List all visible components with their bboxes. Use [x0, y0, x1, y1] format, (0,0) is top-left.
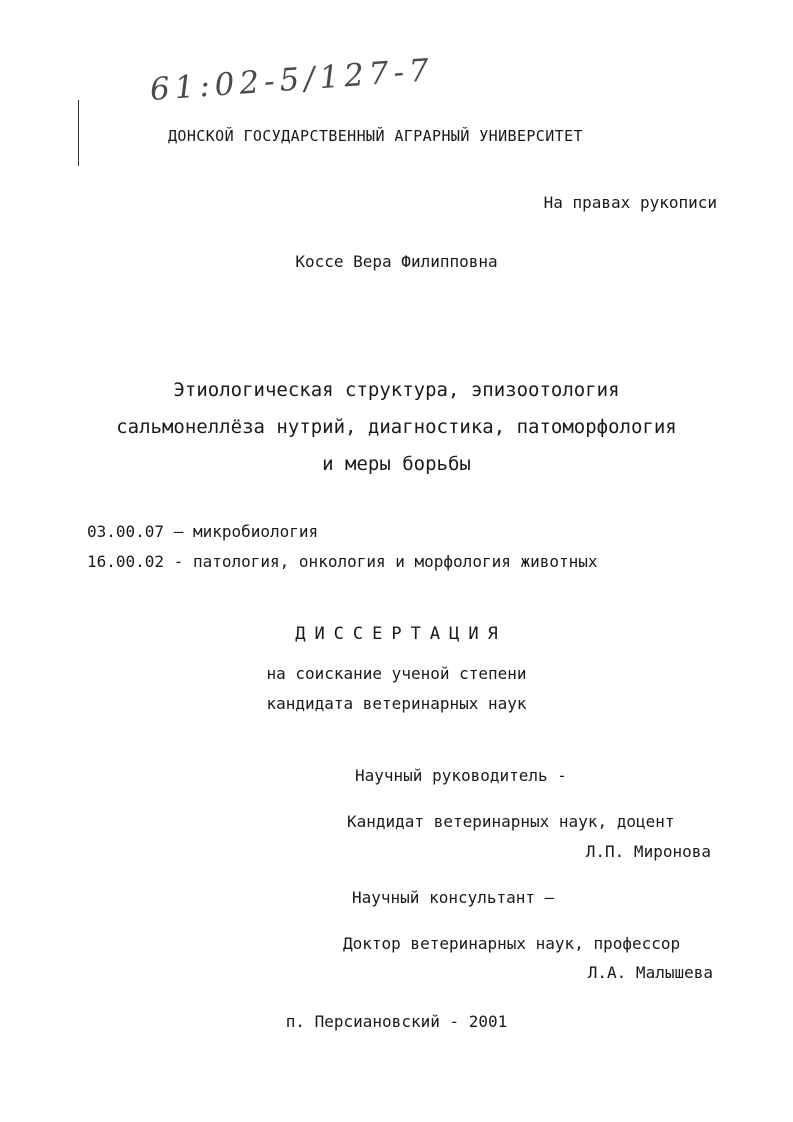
dissertation-title: [0, 372, 793, 483]
supervisor-name: Л.П. Миронова: [585, 842, 711, 861]
rights-note: На правах рукописи: [543, 193, 717, 212]
degree-line: кандидата ветеринарных наук: [266, 694, 527, 713]
author-name: Коссе Вера Филипповна: [295, 252, 498, 271]
title-line: и меры борьбы: [322, 453, 471, 475]
consultant-title: Доктор ветеринарных наук, профессор: [343, 934, 681, 953]
supervisor-title: Кандидат ветеринарных наук, доцент: [347, 812, 675, 831]
consultant-label: Научный консультант –: [352, 888, 555, 907]
title-line: сальмонеллёза нутрий, диагностика, патоморфология: [116, 416, 677, 438]
document-type-heading: ДИССЕРТАЦИЯ: [295, 624, 507, 644]
archive-handwritten-mark: 61:02-5/127-7: [148, 52, 435, 108]
specialty-code: 16.00.02 - патология, онкология и морфология животных: [87, 552, 598, 571]
place-and-year: п. Персиановский - 2001: [285, 1012, 508, 1031]
specialty-code: 03.00.07 – микробиология: [87, 522, 319, 541]
title-line: Этиологическая структура, эпизоотология: [173, 379, 620, 401]
supervisor-label: Научный руководитель -: [355, 766, 567, 785]
university-name: ДОНСКОЙ ГОСУДАРСТВЕННЫЙ АГРАРНЫЙ УНИВЕРСИТЕТ: [168, 127, 583, 145]
consultant-name: Л.А. Малышева: [587, 963, 713, 982]
degree-line: на соискание ученой степени: [266, 664, 527, 683]
margin-line: [78, 100, 79, 166]
